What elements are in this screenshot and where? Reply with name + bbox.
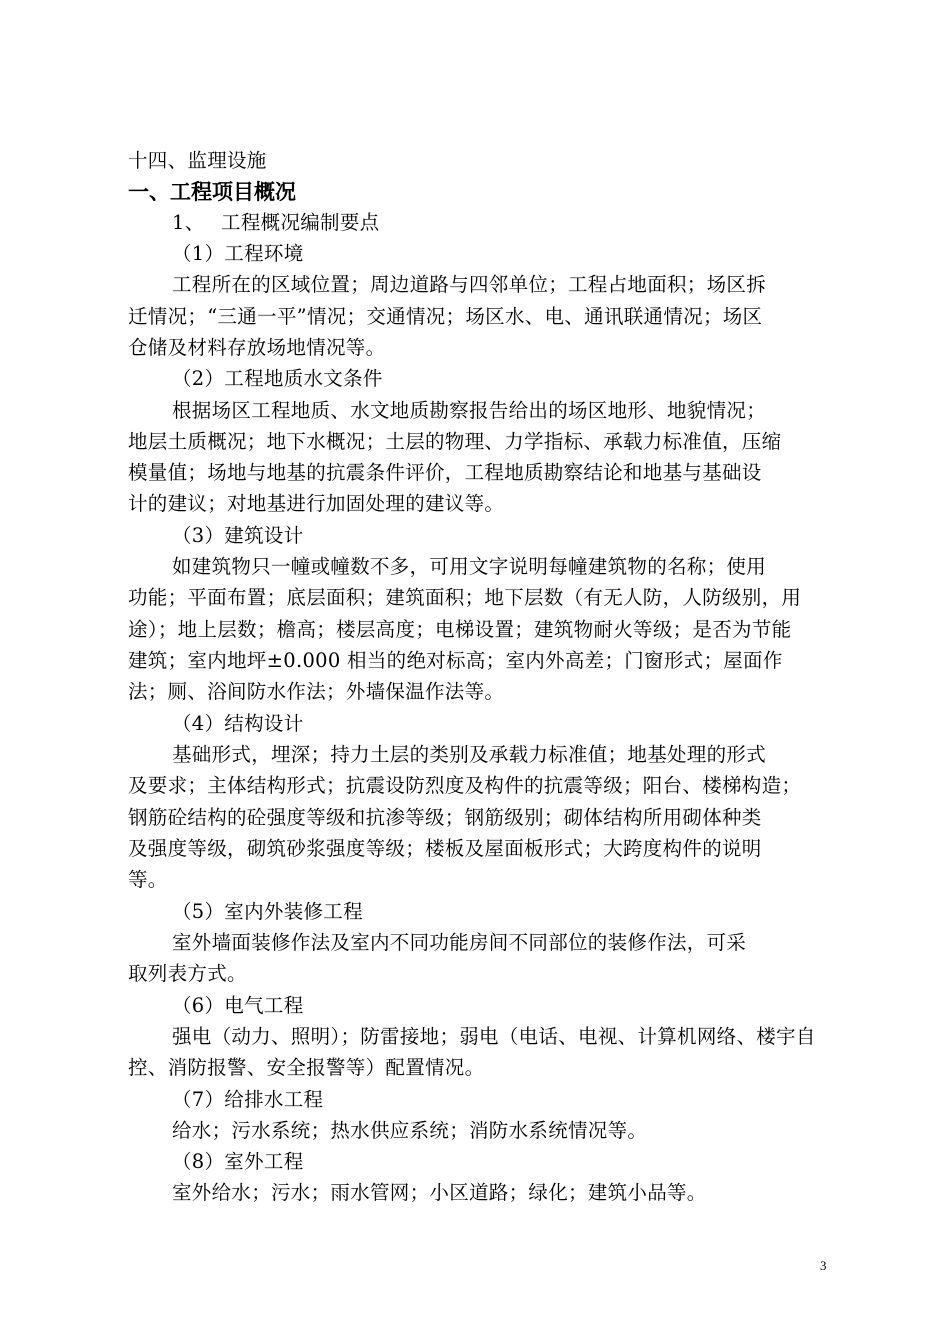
paragraph-line: 取列表方式。 (128, 962, 247, 985)
paragraph-line: 功能；平面布置；底层面积；建筑面积；地下层数（有无人防，人防级别，用 (128, 586, 802, 609)
paragraph-line: 根据场区工程地质、水文地质勘察报告给出的场区地形、地貌情况； (172, 399, 767, 422)
paragraph-line: 钢筋砼结构的砼强度等级和抗渗等级；钢筋级别；砌体结构所用砌体种类 (128, 806, 762, 829)
paragraph-line: 如建筑物只一幢或幢数不多，可用文字说明每幢建筑物的名称；使用 (172, 555, 767, 578)
paragraph-line: 工程所在的区域位置；周边道路与四邻单位；工程占地面积；场区拆 (172, 273, 767, 296)
paragraph-line: 控、消防报警、安全报警等）配置情况。 (128, 1056, 485, 1079)
top-item: 十四、监理设施 (128, 149, 267, 172)
item-title-5: （5）室内外装修工程 (172, 900, 363, 923)
paragraph-line: 地层土质概况；地下水概况；土层的物理、力学指标、承载力标准值，压缩 (128, 430, 782, 453)
item-title-2: （2）工程地质水文条件 (172, 367, 383, 390)
paragraph-line: 基础形式，埋深；持力土层的类别及承载力标准值；地基处理的形式 (172, 743, 767, 766)
paragraph-line: 等。 (128, 868, 168, 891)
item-title-4: （4）结构设计 (172, 712, 304, 735)
item-title-3: （3）建筑设计 (172, 524, 304, 547)
paragraph-line: 及要求；主体结构形式；抗震设防烈度及构件的抗震等级；阳台、楼梯构造； (128, 774, 802, 797)
paragraph-line: 迁情况；“三通一平”情况；交通情况；场区水、电、通讯联通情况；场区 (128, 305, 763, 328)
item-title-6: （6）电气工程 (172, 994, 304, 1017)
subsection-title: 1、 工程概况编制要点 (172, 211, 380, 234)
paragraph-line: 强电（动力、照明）；防雷接地；弱电（电话、电视、计算机网络、楼宇自 (172, 1025, 816, 1048)
paragraph-line: 室外给水；污水；雨水管网；小区道路；绿化；建筑小品等。 (172, 1181, 707, 1204)
page-number: 3 (820, 1258, 827, 1273)
paragraph-line: 室外墙面装修作法及室内不同功能房间不同部位的装修作法，可采 (172, 931, 747, 954)
section-heading: 一、工程项目概况 (128, 180, 296, 204)
paragraph-line: 计的建议；对地基进行加固处理的建议等。 (128, 492, 505, 515)
paragraph-line: 模量值；场地与地基的抗震条件评价，工程地质勘察结论和地基与基础设 (128, 461, 762, 484)
item-title-1: （1）工程环境 (172, 242, 304, 265)
paragraph-line: 建筑；室内地坪±0.000 相当的绝对标高；室内外高差；门窗形式；屋面作 (128, 649, 783, 672)
paragraph-line: 仓储及材料存放场地情况等。 (128, 336, 386, 359)
paragraph-line: 途）；地上层数；檐高；楼层高度；电梯设置；建筑物耐火等级；是否为节能 (128, 618, 792, 641)
item-title-7: （7）给排水工程 (172, 1088, 324, 1111)
paragraph-line: 法；厕、浴间防水作法；外墙保温作法等。 (128, 680, 505, 703)
paragraph-line: 及强度等级，砌筑砂浆强度等级；楼板及屋面板形式；大跨度构件的说明 (128, 837, 762, 860)
item-title-8: （8）室外工程 (172, 1150, 304, 1173)
paragraph-line: 给水；污水系统；热水供应系统；消防水系统情况等。 (172, 1119, 648, 1142)
